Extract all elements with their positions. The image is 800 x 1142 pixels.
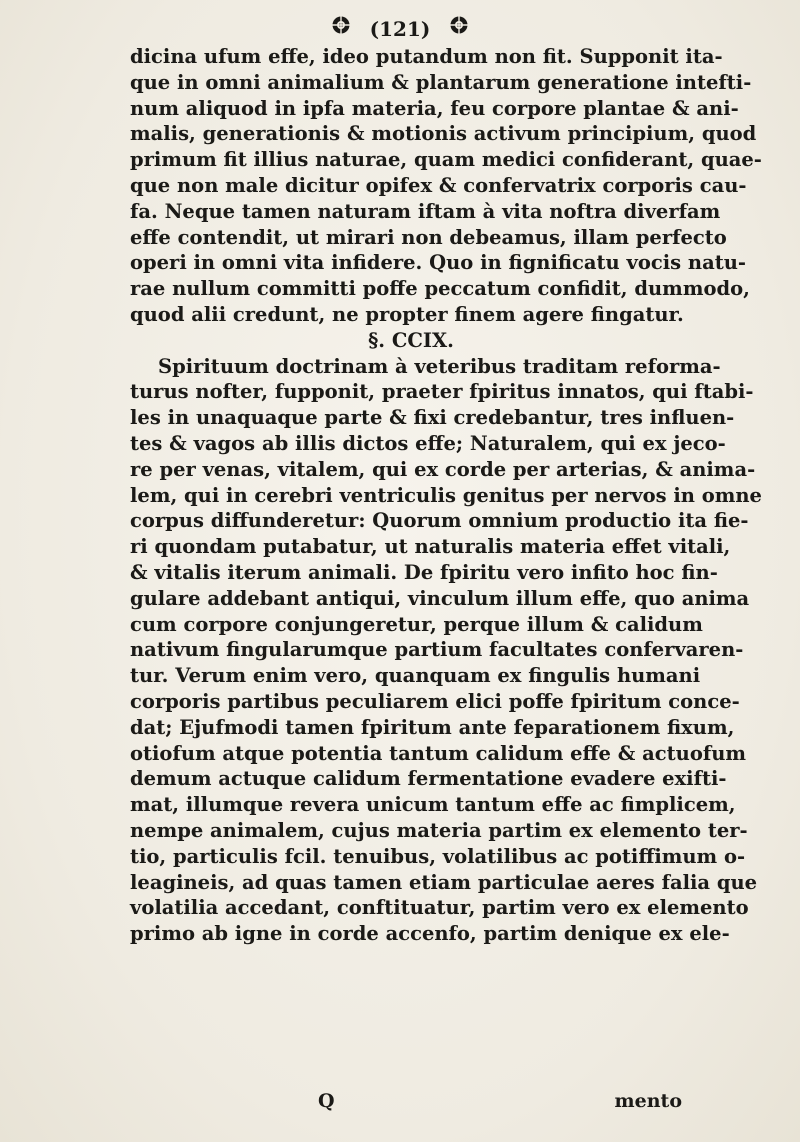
text-line: primum fit illius naturae, quam medici confiderant, quae- [130,148,762,172]
text-line: ri quondam putabatur, ut naturalis materia effet vitali, [130,535,731,559]
text-line: tio, particulis fcil. tenuibus, volatilibus ac potiffimum o- [130,844,746,868]
text-line: gulare addebant antiqui, vinculum illum effe, quo anima [130,586,750,610]
text-line: re per venas, vitalem, qui ex corde per arterias, & anima- [130,457,756,481]
page-footer [130,1090,682,1114]
signature-mark: Q [318,1090,335,1112]
text-line: dat; Ejufmodi tamen fpiritum ante feparationem fixum, [130,715,735,739]
ornament-icon [330,11,352,47]
text-line: malis, generationis & motionis activum principium, quod [130,122,757,146]
text-line: rae nullum committi poffe peccatum confidit, dummodo, [130,277,750,301]
text-line: volatilia accedant, conftituatur, partim vero ex elemento [130,896,749,920]
text-line: que non male dicitur opifex & confervatrix corporis cau- [130,173,747,197]
text-line: Spirituum doctrinam à veteribus traditam reforma- [158,354,721,378]
text-line: & vitalis iterum animali. De fpiritu vero infito hoc fin- [130,560,718,584]
text-line: otiofum atque potentia tantum calidum effe & actuofum [130,741,747,765]
text-line: demum actuque calidum fermentatione evadere exifti- [130,767,727,791]
text-line: cum corpore conjungeretur, perque illum & calidum [130,612,703,636]
text-line: nativum fingularumque partium facultates confervaren- [130,638,744,662]
text-line: nempe animalem, cujus materia partim ex elemento ter- [130,818,748,842]
text-line: dicina ufum effe, ideo putandum non fit. Supponit ita- [130,45,723,68]
catchword: mento [614,1090,682,1112]
text-line: que in omni animalium & plantarum generatione intefti- [130,70,752,94]
text-line: fa. Neque tamen naturam iftam à vita noftra diverfam [130,199,721,223]
text-line: mat, illumque revera unicum tantum effe ac fimplicem, [130,793,736,817]
ornament-icon [448,11,470,47]
text-line: effe contendit, ut mirari non debeamus, illam perfecto [130,225,727,249]
page-number: (121) [369,17,431,41]
page-header [0,10,800,46]
text-line: primo ab igne in corde accenfo, partim denique ex ele- [130,922,730,946]
text-line: turus nofter, fupponit, praeter fpiritus innatos, qui ftabi- [130,380,754,404]
text-line: tes & vagos ab illis dictos effe; Naturalem, qui ex jeco- [130,431,726,455]
text-line: operi in omni vita infidere. Quo in fignificatu vocis natu- [130,251,747,275]
text-body [130,44,762,947]
text-line: lem, qui in cerebri ventriculis genitus per nervos in omne [130,483,762,507]
text-line: leagineis, ad quas tamen etiam particulae aeres falia que [130,870,758,894]
text-line: tur. Verum enim vero, quanquam ex fingulis humani [130,664,701,688]
text-line: corpus diffunderetur: Quorum omnium productio ita fie- [130,509,749,533]
text-line: quod alii credunt, ne propter finem agere fingatur. [130,302,684,326]
text-line: num aliquod in ipfa materia, feu corpore plantae & ani- [130,96,739,120]
section-heading: §. CCIX. [368,328,454,352]
text-line: les in unaquaque parte & fixi credebantur, tres influen- [130,406,735,430]
text-line: corporis partibus peculiarem elici poffe fpiritum conce- [130,689,740,713]
